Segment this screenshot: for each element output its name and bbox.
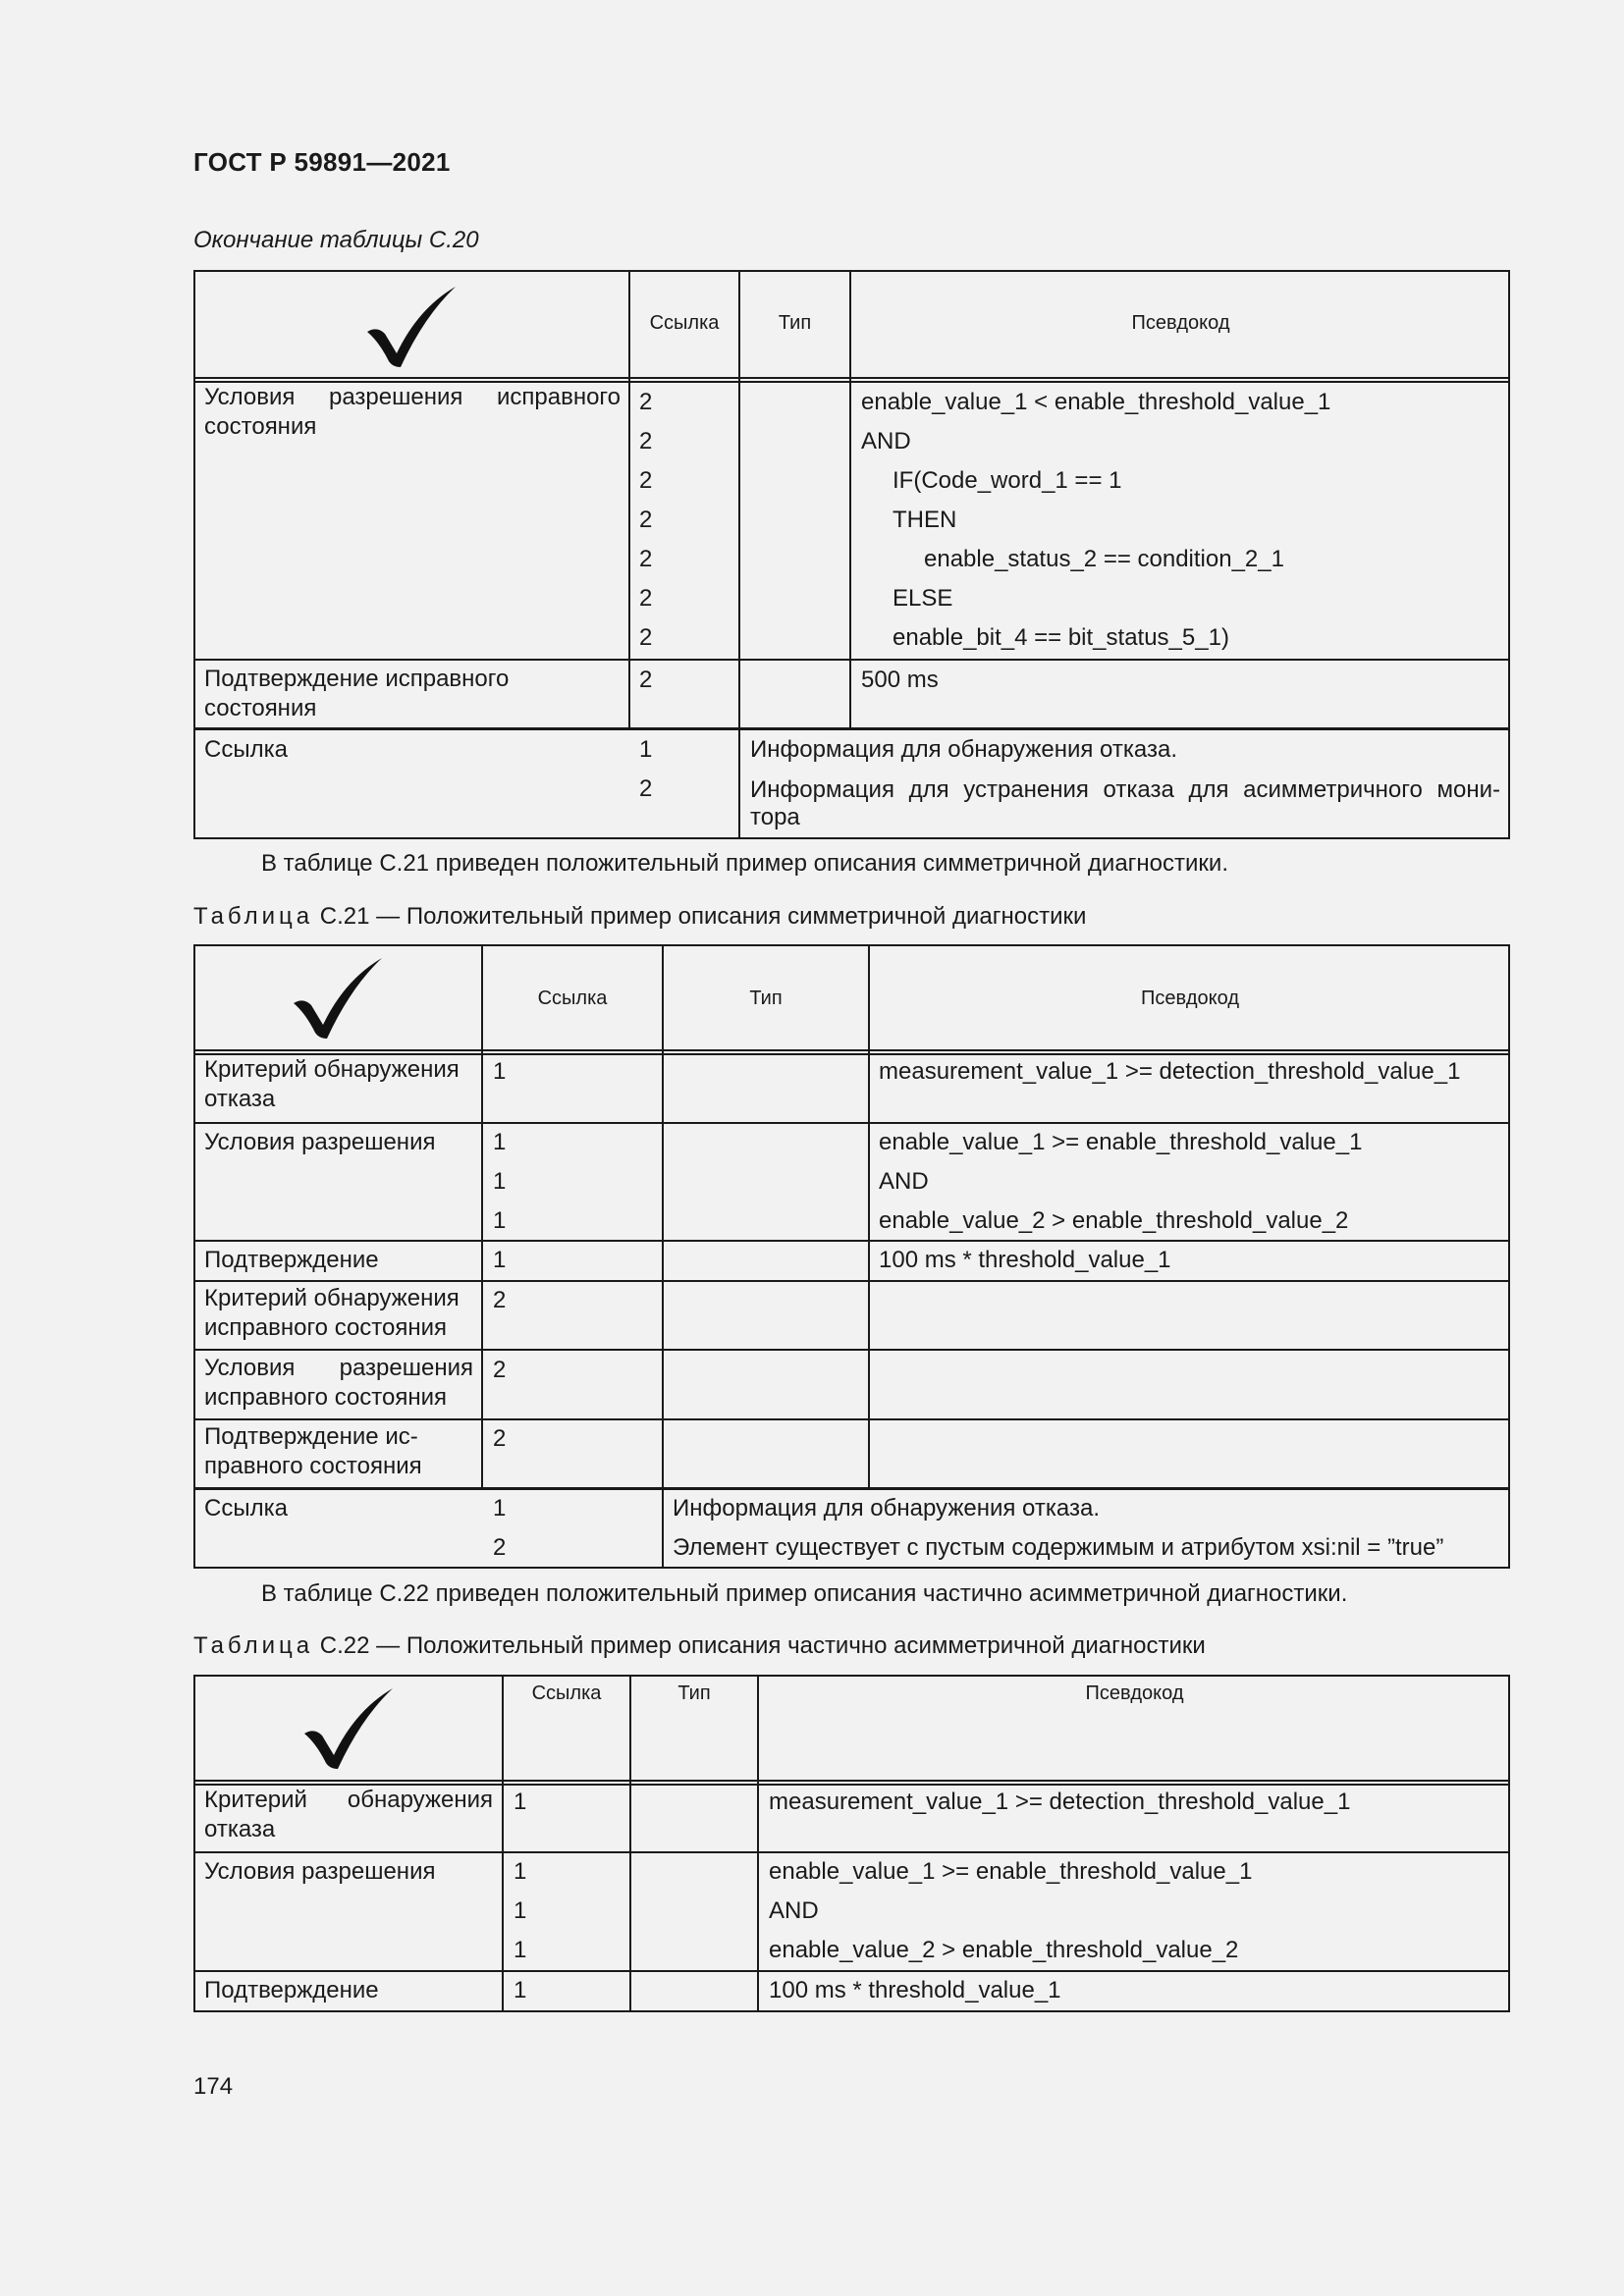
table21-row2-code: enable_value_1 >= enable_threshold_value_1 AND enable_value_2 > enable_threshold_value_2 bbox=[879, 1129, 1363, 1234]
table21-row6-label: Подтверждение ис- правного состояния bbox=[204, 1423, 422, 1479]
table20-row1-label-line1: Условия разрешения исправного bbox=[204, 384, 621, 410]
table21-row4-label: Критерий обнаружения исправного состояния bbox=[204, 1285, 460, 1341]
paragraph-c22-intro: В таблице С.22 приведен положительный пример описания частично асимметричной диагностики. bbox=[261, 1580, 1348, 1607]
table22-row3-label: Подтверждение bbox=[204, 1977, 379, 2003]
table22-header-ref: Ссылка bbox=[531, 1682, 602, 1704]
table21-caption: Таблица С.21 — Положительный пример описания симметричной диагностики bbox=[193, 903, 1087, 930]
table20-footer-label: Ссылка bbox=[204, 736, 288, 763]
table22-row2-code: enable_value_1 >= enable_threshold_value_1 AND enable_value_2 > enable_threshold_value_2 bbox=[769, 1858, 1253, 1963]
table20-footer-notes: Информация для обнаружения отказа. Информация для устранения отказа для асимметричного мони- тора bbox=[750, 736, 1500, 830]
table22-row1-ref: 1 bbox=[514, 1789, 527, 1815]
table22-header-type: Тип bbox=[677, 1682, 711, 1704]
table21-row2-label: Условия разрешения bbox=[204, 1129, 436, 1155]
checkmark-icon bbox=[300, 1684, 399, 1775]
checkmark-icon bbox=[363, 283, 461, 373]
table20-header-type: Тип bbox=[778, 312, 812, 334]
table21-row5-ref: 2 bbox=[493, 1357, 507, 1383]
table21-footer-label: Ссылка bbox=[204, 1495, 288, 1522]
table20-row1-code: enable_value_1 < enable_threshold_value_1 AND IF(Code_word_1 == 1 THEN enable_status_2 == condition_2_1 ELSE enable_bit_4 == bit_status_5_1) bbox=[861, 389, 1331, 651]
table21-header-type: Тип bbox=[749, 988, 783, 1009]
table20-header-pseudo: Псевдокод bbox=[1131, 312, 1230, 334]
table21-row1-code: measurement_value_1 >= detection_threshold_value_1 bbox=[879, 1058, 1461, 1085]
table22-row1-code: measurement_value_1 >= detection_threshold_value_1 bbox=[769, 1789, 1351, 1815]
table21-row4-ref: 2 bbox=[493, 1287, 507, 1313]
table21-footer-refs: 1 2 bbox=[493, 1495, 507, 1561]
table20-row2-ref: 2 bbox=[639, 667, 653, 693]
table21-row3-ref: 1 bbox=[493, 1247, 507, 1273]
table22-caption: Таблица С.22 — Положительный пример описания частично асимметричной диагностики bbox=[193, 1632, 1206, 1659]
table20-footer-refs: 1 2 bbox=[639, 736, 653, 802]
table20-row2-label: Подтверждение исправного состояния bbox=[204, 666, 510, 721]
table22-row2-refs: 1 1 1 bbox=[514, 1858, 527, 1963]
document-code: ГОСТ Р 59891—2021 bbox=[193, 147, 451, 177]
checkmark-icon bbox=[290, 954, 388, 1044]
table22-header-pseudo: Псевдокод bbox=[1085, 1682, 1184, 1704]
table22-row3-ref: 1 bbox=[514, 1977, 527, 2003]
page-number: 174 bbox=[193, 2073, 234, 2100]
table22-row3-code: 100 ms * threshold_value_1 bbox=[769, 1977, 1061, 2003]
table21-header-pseudo: Псевдокод bbox=[1140, 988, 1240, 1009]
table21-row1-ref: 1 bbox=[493, 1058, 507, 1085]
table21-row3-code: 100 ms * threshold_value_1 bbox=[879, 1247, 1171, 1273]
table21-row6-ref: 2 bbox=[493, 1425, 507, 1452]
table20-caption: Окончание таблицы С.20 bbox=[193, 227, 479, 253]
table21-header-ref: Ссылка bbox=[537, 988, 608, 1009]
table21-row2-refs: 1 1 1 bbox=[493, 1129, 507, 1234]
table22-row2-label: Условия разрешения bbox=[204, 1858, 436, 1885]
table20-row1-ref: 2 2 2 2 2 2 2 bbox=[639, 389, 653, 651]
table21-row3-label: Подтверждение bbox=[204, 1247, 379, 1273]
table20-row1-label-line2: состояния bbox=[204, 413, 317, 440]
table21-row1-label: Критерий обнаружения отказа bbox=[204, 1056, 460, 1112]
table21-footer-notes: Информация для обнаружения отказа. Элемент существует с пустым содержимым и атрибутом xsi:nil = ”true” bbox=[673, 1495, 1444, 1561]
paragraph-c21-intro: В таблице С.21 приведен положительный пример описания симметричной диагностики. bbox=[261, 850, 1228, 877]
table21-row5-label: Условия разрешения исправного состояния bbox=[204, 1355, 473, 1411]
table20-header-ref: Ссылка bbox=[649, 312, 720, 334]
table20-row2-code: 500 ms bbox=[861, 667, 939, 693]
table22-row1-label: Критерий обнаружения отказа bbox=[204, 1787, 493, 1842]
